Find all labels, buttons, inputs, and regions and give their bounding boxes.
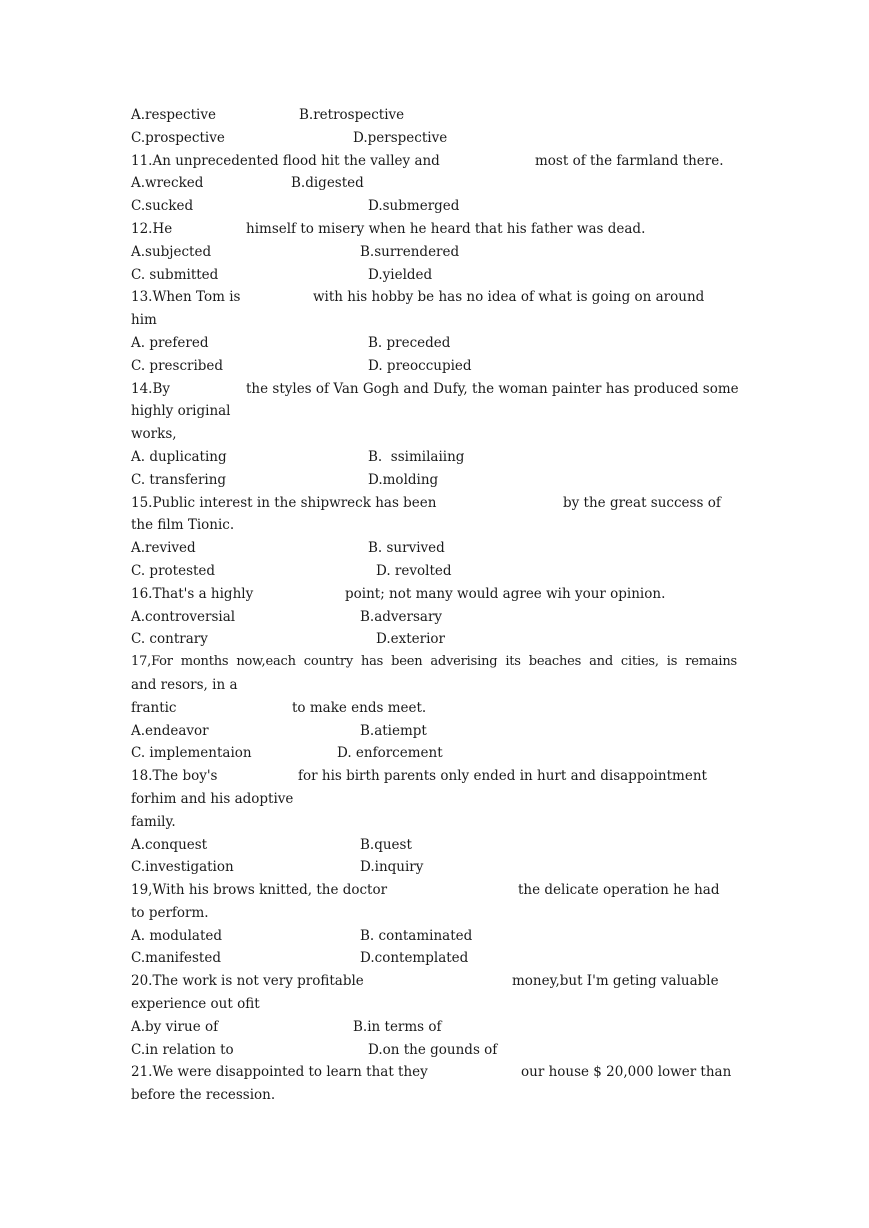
q13-option-c: C. prescribed	[131, 357, 224, 374]
q20-option-b: B.in terms of	[353, 1018, 442, 1035]
q15-options-row2	[131, 560, 737, 583]
q12-stem-post: himself to misery when he heard that his father was dead.	[246, 220, 646, 237]
q13-options-row2	[131, 355, 737, 378]
q16-options-row2	[131, 628, 737, 651]
q13-stem	[131, 286, 737, 309]
q14-option-c: C. transfering	[131, 471, 227, 488]
q14-option-a: A. duplicating	[131, 448, 227, 465]
q14-stem-pre: 14.By	[131, 380, 171, 397]
q13-option-d: D. preoccupied	[368, 357, 472, 374]
q18-stem	[131, 765, 737, 788]
q16-stem-pre: 16.That's a highly	[131, 585, 254, 602]
q11-stem	[131, 150, 737, 173]
q18-stem-pre: 18.The boy's	[131, 768, 218, 785]
q21-stem-cont: before the recession.	[131, 1087, 276, 1104]
q20-option-c: C.in relation to	[131, 1041, 234, 1058]
q15-option-d: D. revolted	[376, 562, 452, 579]
q10-option-d: D.perspective	[353, 129, 448, 146]
q14-stem-post: the styles of Van Gogh and Dufy, the woman painter has produced some	[246, 380, 739, 397]
q18-option-c: C.investigation	[131, 859, 234, 876]
q18-options-row1	[131, 834, 737, 857]
q17-option-b: B.atiempt	[360, 722, 427, 739]
q20-option-a: A.by virue of	[131, 1018, 219, 1035]
q17-option-a: A.endeavor	[131, 722, 209, 739]
q19-options-row2	[131, 947, 737, 970]
q11-option-a: A.wrecked	[131, 175, 204, 192]
exam-page	[131, 104, 737, 1107]
q19-option-d: D.contemplated	[360, 950, 469, 967]
q21-stem-post: our house $ 20,000 lower than	[521, 1064, 732, 1081]
q16-option-a: A.controversial	[131, 608, 236, 625]
q19-option-b: B. contaminated	[360, 927, 473, 944]
q12-option-b: B.surrendered	[360, 243, 460, 260]
q14-stem-cont1: highly original	[131, 403, 231, 420]
q15-stem-post: by the great success of	[563, 494, 721, 511]
q18-option-d: D.inquiry	[360, 859, 424, 876]
q15-option-c: C. protested	[131, 562, 216, 579]
q17-stem-line1: 17,For months now,each country has been adverising its beaches and cities, is remains	[131, 654, 737, 670]
q21-stem	[131, 1061, 737, 1084]
q17-options-row1	[131, 720, 737, 743]
q10-option-a: A.respective	[131, 107, 216, 123]
q18-stem-post: for his birth parents only ended in hurt and disappointment	[298, 768, 707, 785]
q15-stem-cont: the film Tionic.	[131, 517, 235, 534]
q12-stem-pre: 12.He	[131, 220, 173, 237]
q18-stem-cont2: family.	[131, 813, 176, 830]
q13-option-a: A. prefered	[131, 334, 209, 351]
q12-option-a: A.subjected	[131, 243, 212, 260]
q11-options-row2	[131, 195, 737, 218]
q19-stem-cont: to perform.	[131, 904, 209, 921]
q17-options-row2	[131, 742, 737, 765]
q19-stem-post: the delicate operation he had	[518, 882, 720, 899]
q10-option-b: B.retrospective	[299, 107, 405, 123]
q16-option-d: D.exterior	[376, 631, 446, 648]
q18-option-b: B.quest	[360, 836, 412, 853]
q15-option-a: A.revived	[131, 540, 196, 557]
q15-options-row1	[131, 537, 737, 560]
q20-stem-cont: experience out ofit	[131, 996, 260, 1013]
q14-stem	[131, 378, 737, 401]
q17-option-d: D. enforcement	[337, 745, 443, 762]
q13-stem-post: with his hobby be has no idea of what is going on around	[313, 289, 705, 306]
q17-option-c: C. implementaion	[131, 745, 252, 762]
q20-options-row1	[131, 1016, 737, 1039]
q14-options-row1	[131, 446, 737, 469]
q17-stem-line3	[131, 697, 737, 720]
q15-stem-pre: 15.Public interest in the shipwreck has been	[131, 494, 437, 511]
q16-options-row1	[131, 606, 737, 629]
q16-option-c: C. contrary	[131, 631, 208, 648]
q20-stem-pre: 20.The work is not very profitable	[131, 973, 364, 990]
q13-stem-pre: 13.When Tom is	[131, 289, 241, 306]
q11-option-c: C.sucked	[131, 198, 194, 215]
q13-option-b: B. preceded	[368, 334, 451, 351]
q20-stem	[131, 970, 737, 993]
q10-options-row1	[131, 104, 737, 127]
q15-stem	[131, 492, 737, 515]
q18-options-row2	[131, 856, 737, 879]
q20-stem-post: money,but I'm geting valuable	[512, 973, 719, 990]
q11-option-d: D.submerged	[368, 198, 460, 215]
q11-options-row1	[131, 172, 737, 195]
q19-option-a: A. modulated	[131, 927, 223, 944]
q19-stem	[131, 879, 737, 902]
q11-stem-pre: 11.An unprecedented flood hit the valley and	[131, 152, 440, 169]
q17-stem	[131, 651, 737, 674]
q19-stem-pre: 19,With his brows knitted, the doctor	[131, 882, 388, 899]
q20-option-d: D.on the gounds of	[368, 1041, 498, 1058]
q16-stem	[131, 583, 737, 606]
q14-options-row2	[131, 469, 737, 492]
q11-stem-post: most of the farmland there.	[535, 152, 724, 169]
q18-stem-cont1: forhim and his adoptive	[131, 790, 294, 807]
q16-stem-post: point; not many would agree wih your opinion.	[345, 585, 666, 602]
q21-stem-pre: 21.We were disappointed to learn that they	[131, 1064, 428, 1081]
q11-option-b: B.digested	[291, 175, 364, 192]
q13-stem-cont: him	[131, 312, 157, 329]
q17-stem-cont1: and resors, in a	[131, 676, 238, 693]
q14-option-d: D.molding	[368, 471, 439, 488]
q14-stem-cont2: works,	[131, 426, 177, 443]
q14-option-b: B. ssimilaiing	[368, 448, 465, 465]
q20-options-row2	[131, 1039, 737, 1062]
q12-stem	[131, 218, 737, 241]
q19-option-c: C.manifested	[131, 950, 221, 967]
q17-stem-post: to make ends meet.	[292, 699, 427, 716]
q12-options-row2	[131, 264, 737, 287]
q10-options-row2	[131, 127, 737, 150]
q17-stem-pre: frantic	[131, 699, 177, 716]
q18-option-a: A.conquest	[131, 836, 208, 853]
q19-options-row1	[131, 925, 737, 948]
q12-option-c: C. submitted	[131, 266, 219, 283]
q12-option-d: D.yielded	[368, 266, 433, 283]
q16-option-b: B.adversary	[360, 608, 443, 625]
q10-option-c: C.prospective	[131, 129, 225, 146]
q12-options-row1	[131, 241, 737, 264]
q15-option-b: B. survived	[368, 540, 445, 557]
q13-options-row1	[131, 332, 737, 355]
